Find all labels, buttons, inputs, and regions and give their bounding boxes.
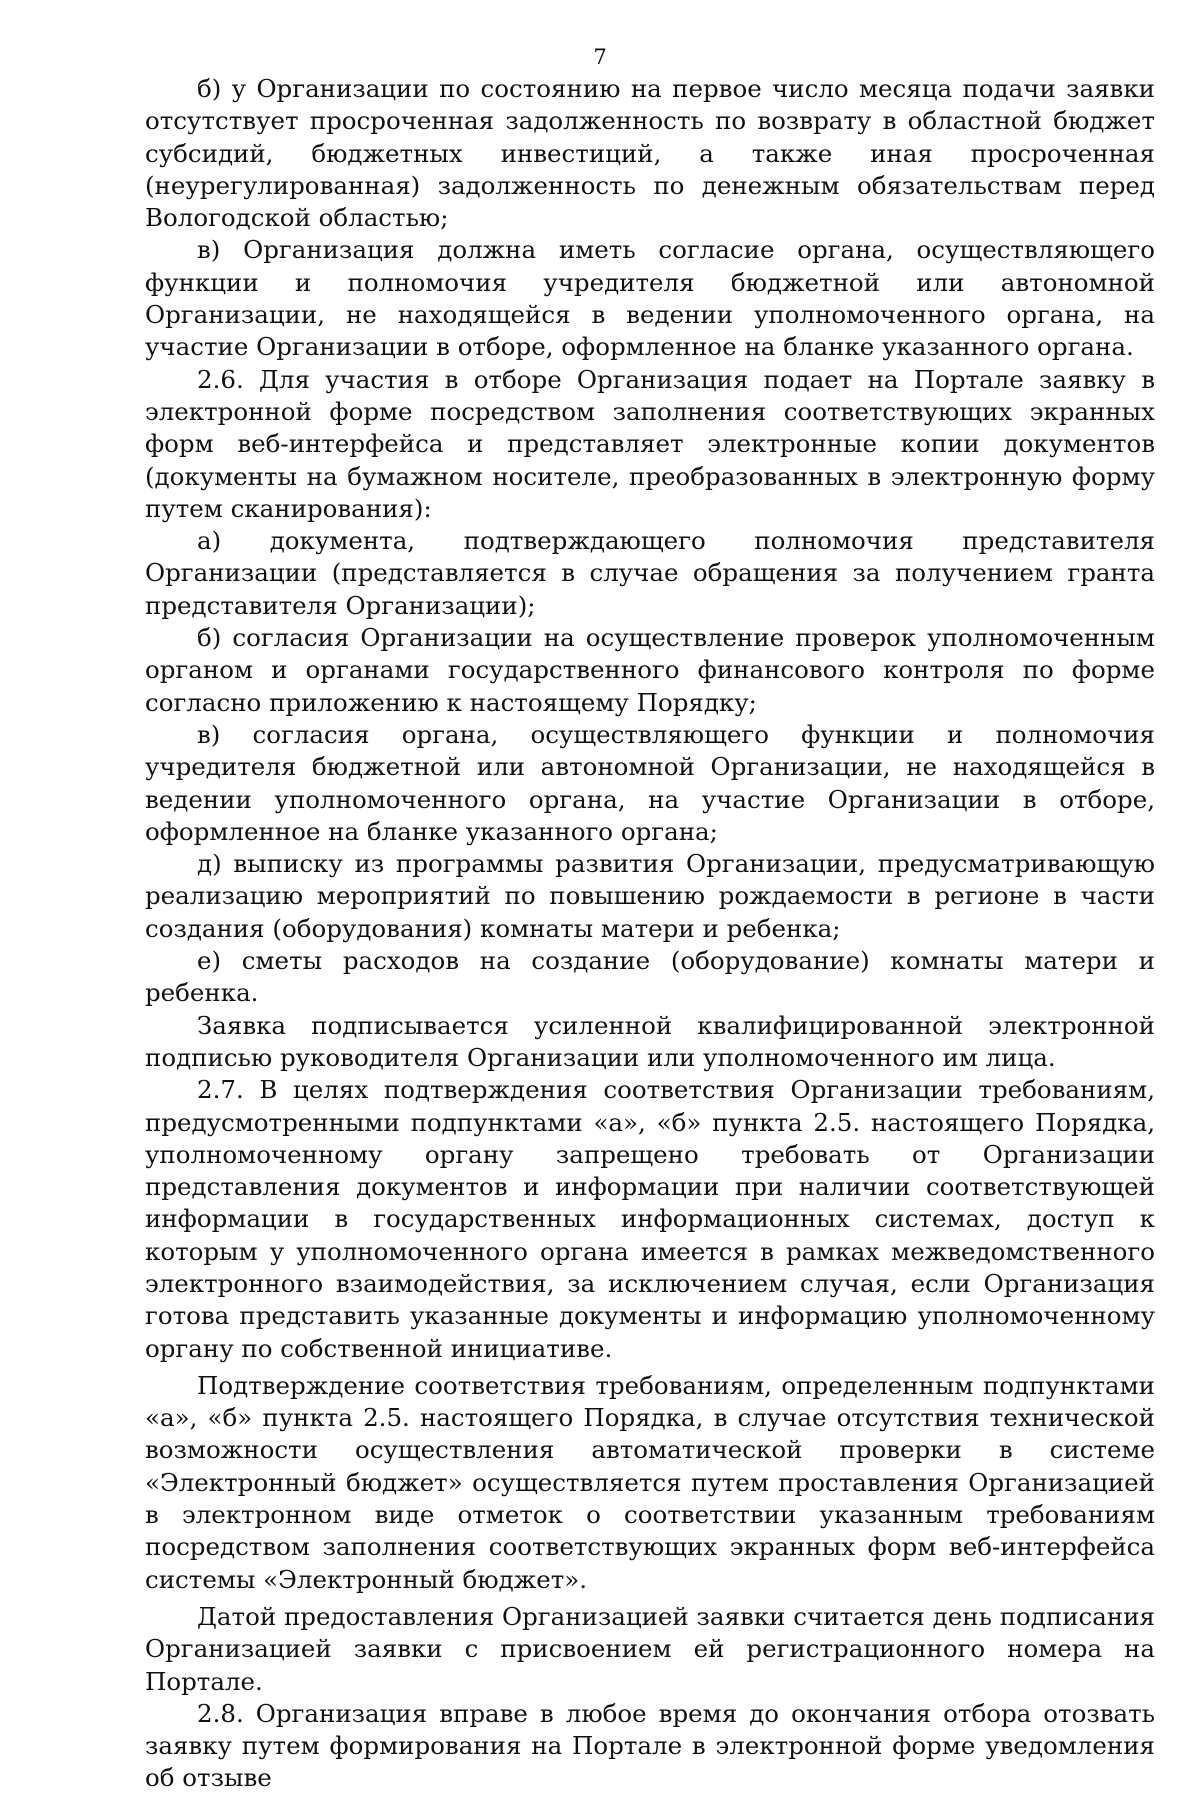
paragraph-2-6-application: 2.6. Для участия в отборе Организация подает на Портале заявку в электронной форме посредством заполнения соответствующих экранных форм веб-интерфейса и представляет электронные копии документов (документы на бумажном носителе, преобразованных в электронную форму путем сканирования): bbox=[145, 364, 1155, 523]
document-body bbox=[145, 73, 1155, 1795]
paragraph-2-7-verification: 2.7. В целях подтверждения соответствия Организации требованиям, предусмотренными подпунктами «а», «б» пункта 2.5. настоящего Порядка, уполномоченному органу запрещено требовать от Организации представления документов и информации при наличии соответствующей информации в государственных информационных системах, доступ к которым у уполномоченного органа имеется в рамках межведомственного электронного взаимодействия, за исключением случая, если Организация готова представить указанные документы и информацию уполномоченному органу по собственной инициативе. bbox=[145, 1075, 1155, 1363]
paragraph-signature: Заявка подписывается усиленной квалифицированной электронной подписью руководителя Организации или уполномоченного им лица. bbox=[145, 1010, 1155, 1072]
paragraph-v-founder-consent-doc: в) согласия органа, осуществляющего функции и полномочия учредителя бюджетной или автономной Организации, не находящейся в ведении уполномоченного органа, на участие Организации в отборе, оформленное на бланке указанного органа; bbox=[145, 719, 1155, 846]
paragraph-2-8-withdrawal: 2.8. Организация вправе в любое время до окончания отбора отозвать заявку путем формирования на Портале в электронной форме уведомления об отзыве bbox=[145, 1698, 1155, 1793]
paragraph-confirmation: Подтверждение соответствия требованиям, определенным подпунктами «а», «б» пункта 2.5. настоящего Порядка, в случае отсутствия технической возможности осуществления автоматической проверки в системе «Электронный бюджет» осуществляется путем проставления Организацией в электронном виде отметок о соответствии указанным требованиям посредством заполнения соответствующих экранных форм веб-интерфейса системы «Электронный бюджет». bbox=[145, 1370, 1155, 1594]
paragraph-b-consent-inspections: б) согласия Организации на осуществление проверок уполномоченным органом и органами государственного финансового контроля по форме согласно приложению к настоящему Порядку; bbox=[145, 623, 1155, 717]
paragraph-v-founder-consent: в) Организация должна иметь согласие органа, осуществляющего функции и полномочия учредителя бюджетной или автономной Организации, не находящейся в ведении уполномоченного органа, на участие Организации в отборе, оформленное на бланке указанного органа. bbox=[145, 235, 1155, 362]
page-number: 7 bbox=[593, 45, 607, 69]
paragraph-a-authority-document: а) документа, подтверждающего полномочия представителя Организации (представляется в случае обращения за получением гранта представителя Организации); bbox=[145, 526, 1155, 620]
paragraph-b-no-overdue-debt: б) у Организации по состоянию на первое число месяца подачи заявки отсутствует просроченная задолженность по возврату в областной бюджет субсидий, бюджетных инвестиций, а также иная просроченная (неурегулированная) задолженность по денежным обязательствам перед Вологодской областью; bbox=[145, 74, 1155, 233]
paragraph-e-cost-estimate: е) сметы расходов на создание (оборудование) комнаты матери и ребенка. bbox=[145, 946, 1155, 1008]
paragraph-submission-date: Датой предоставления Организацией заявки считается день подписания Организацией заявки с присвоением ей регистрационного номера на Портале. bbox=[145, 1601, 1155, 1696]
paragraph-d-development-program: д) выписку из программы развития Организации, предусматривающую реализацию мероприятий по повышению рождаемости в регионе в части создания (оборудования) комнаты матери и ребенка; bbox=[145, 849, 1155, 943]
